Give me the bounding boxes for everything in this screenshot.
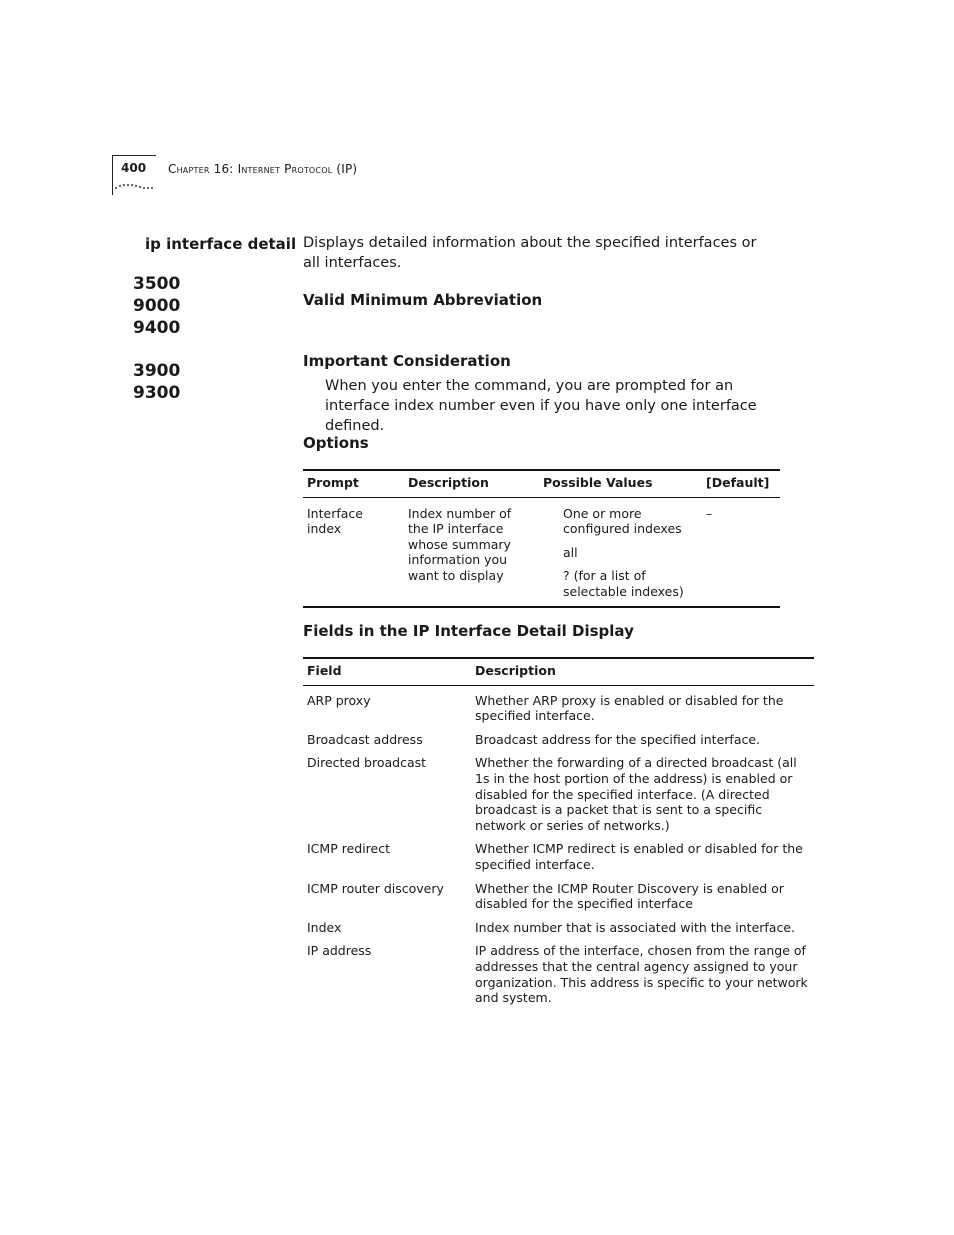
title-initial-p: P <box>284 162 292 176</box>
column-header-field: Field <box>303 658 471 685</box>
column-header-prompt: Prompt <box>303 470 404 497</box>
cell-possible-values <box>539 497 702 606</box>
cell-field: ICMP router discovery <box>307 880 444 896</box>
platform-item: 9400 <box>133 318 181 338</box>
heading-fields: Fields in the IP Interface Detail Display <box>303 622 634 640</box>
fields-header-row <box>303 658 814 685</box>
header-corner-rule-horizontal <box>112 155 156 156</box>
heading-valid-min-abbrev: Valid Minimum Abbreviation <box>303 291 543 309</box>
cell-description: Broadcast address for the specified interface. <box>475 731 761 747</box>
title-protocol: rotocol <box>291 162 333 176</box>
header-dotted-ornament <box>112 180 158 192</box>
cell-description: Whether ARP proxy is enabled or disabled for the specified interface. <box>475 692 784 724</box>
page-number: 400 <box>121 161 147 175</box>
cell-field: Directed broadcast <box>307 755 427 771</box>
title-ip: (IP) <box>336 162 358 176</box>
table-row <box>303 874 814 913</box>
options-table <box>303 469 780 608</box>
cell-field: IP address <box>307 943 372 959</box>
possible-value: all <box>563 544 578 560</box>
cell-description: Whether ICMP redirect is enabled or disabled for the specified interface. <box>475 841 803 872</box>
command-description: Displays detailed information about the specified interfaces or all interfaces. <box>303 235 757 271</box>
cell-description: IP address of the interface, chosen from the range of addresses that the central agency assigned to your organization. This address is specific to your network and system. <box>475 943 808 1006</box>
heading-options: Options <box>303 434 369 452</box>
column-header-description: Description <box>471 658 814 685</box>
heading-important-consideration: Important Consideration <box>303 352 511 370</box>
title-internet: nternet <box>241 162 281 176</box>
possible-value: One or more configured indexes <box>563 505 682 537</box>
cell-description: Index number of the IP interface whose summary information you want to display <box>404 497 539 606</box>
platform-item: 3500 <box>133 274 181 294</box>
column-header-description: Description <box>404 470 539 497</box>
table-row <box>303 936 814 1006</box>
table-row <box>303 913 814 937</box>
platform-item: 9300 <box>133 383 181 403</box>
options-header-row <box>303 470 780 497</box>
command-name: ip interface detail <box>145 235 297 253</box>
platform-item: 9000 <box>133 296 181 316</box>
cell-field: Index <box>307 919 342 935</box>
cell-default: – <box>702 497 780 606</box>
table-row <box>303 834 814 873</box>
table-row <box>303 497 780 606</box>
column-header-default: [Default] <box>702 470 780 497</box>
cell-field: Broadcast address <box>307 731 423 747</box>
chapter-prefix: C <box>168 162 177 176</box>
cell-field: ICMP redirect <box>307 841 391 857</box>
title-initial-i: I <box>237 162 242 176</box>
cell-description: Whether the forwarding of a directed broadcast (all 1s in the host portion of the address) is enabled or disabled for the specified interface. (A directed broadcast is a packet that is sent to a specific network or series of networks.) <box>475 755 797 833</box>
fields-table <box>303 657 814 1007</box>
column-header-possible-values: Possible Values <box>539 470 702 497</box>
table-row <box>303 725 814 749</box>
running-head <box>168 162 357 176</box>
cell-description: Whether the ICMP Router Discovery is enabled or disabled for the specified interface <box>475 880 784 912</box>
platform-item: 3900 <box>133 361 181 381</box>
cell-prompt: Interface index <box>303 497 404 606</box>
chapter-number: 16: <box>213 162 234 176</box>
chapter-rest: hapter <box>176 162 210 176</box>
cell-description: Index number that is associated with the interface. <box>475 919 796 935</box>
table-row <box>303 748 814 834</box>
platform-list-1 <box>133 273 180 339</box>
table-row <box>303 685 814 725</box>
consideration-text: When you enter the command, you are prompted for an interface index number even if you have only one interface defined. <box>325 378 757 434</box>
possible-value: ? (for a list of selectable indexes) <box>563 568 684 599</box>
cell-field: ARP proxy <box>307 692 371 708</box>
platform-list-2 <box>133 360 180 404</box>
